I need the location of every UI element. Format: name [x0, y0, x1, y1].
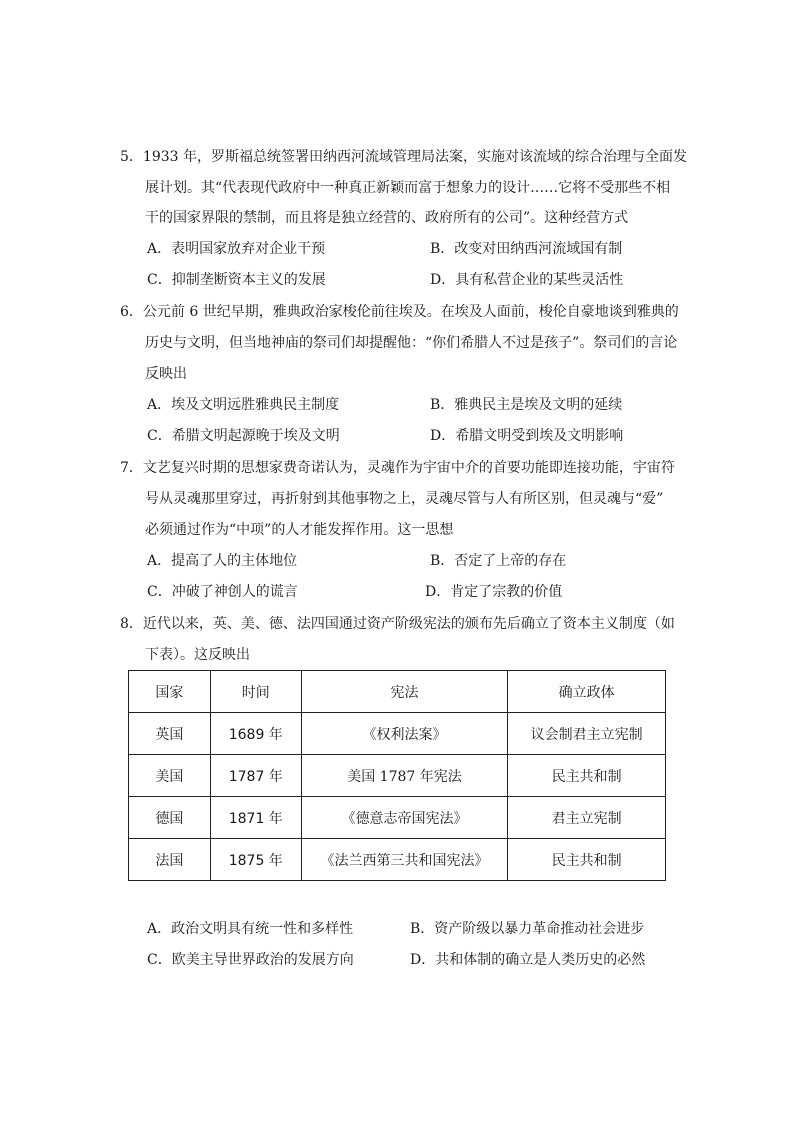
question-6-option-b: B．雅典民主是埃及文明的延续 — [430, 397, 623, 413]
header-constitution: 宪法 — [301, 671, 508, 713]
question-6-stem-line-3: 反映出 — [145, 366, 187, 382]
cell-time: 1875 年 — [210, 839, 301, 881]
question-8-option-a: A．政治文明具有统一性和多样性 — [147, 921, 354, 937]
cell-country: 美国 — [129, 755, 211, 797]
question-7-option-b: B．否定了上帝的存在 — [430, 553, 567, 569]
question-7-option-d: D．肯定了宗教的价值 — [425, 584, 563, 600]
table-row — [129, 755, 666, 797]
cell-constitution: 《德意志帝国宪法》 — [301, 797, 508, 839]
question-5-stem-line-1: 5．1933 年，罗斯福总统签署田纳西河流域管理局法案，实施对该流域的综合治理与全面发 — [120, 149, 687, 165]
table-row — [129, 797, 666, 839]
header-regime: 确立政体 — [508, 671, 666, 713]
cell-time: 1787 年 — [210, 755, 301, 797]
question-5-stem-line-2: 展计划。其“代表现代政府中一种真正新颖而富于想象力的设计……它将不受那些不相 — [145, 180, 671, 196]
cell-regime: 民主共和制 — [508, 839, 666, 881]
cell-constitution: 《法兰西第三共和国宪法》 — [301, 839, 508, 881]
table-row — [129, 839, 666, 881]
question-8-option-c: C．欧美主导世界政治的发展方向 — [147, 952, 354, 968]
table-row — [129, 713, 666, 755]
question-5-stem-line-3: 干的国家界限的禁制，而且将是独立经营的、政府所有的公司”。这种经营方式 — [145, 210, 629, 226]
cell-constitution: 美国 1787 年宪法 — [301, 755, 508, 797]
table-header-row — [129, 671, 666, 713]
question-7-stem-line-1: 7．文艺复兴时期的思想家费奇诺认为，灵魂作为宇宙中介的首要功能即连接功能，宇宙符 — [120, 460, 675, 476]
question-7-option-c: C．冲破了神创人的谎言 — [147, 584, 298, 600]
question-8-stem-line-1: 8．近代以来，英、美、德、法四国通过资产阶级宪法的颁布先后确立了资本主义制度（如 — [120, 616, 675, 632]
cell-country: 英国 — [129, 713, 211, 755]
question-6-stem-line-1: 6．公元前 6 世纪早期，雅典政治家梭伦前往埃及。在埃及人面前，梭伦自豪地谈到雅典的 — [120, 304, 679, 320]
question-5-option-d: D．具有私营企业的某些灵活性 — [430, 272, 624, 288]
cell-regime: 议会制君主立宪制 — [508, 713, 666, 755]
question-6-option-c: C．希腊文明起源晚于埃及文明 — [147, 428, 340, 444]
question-8-stem-line-2: 下表）。这反映出 — [145, 647, 250, 663]
cell-time: 1689 年 — [210, 713, 301, 755]
cell-country: 德国 — [129, 797, 211, 839]
question-8-option-b: B．资产阶级以暴力革命推动社会进步 — [410, 921, 645, 937]
question-6-stem-line-2: 历史与文明，但当地神庙的祭司们却提醒他：“你们希腊人不过是孩子”。祭司们的言论 — [145, 335, 678, 351]
question-5-option-a: A．表明国家放弃对企业干预 — [147, 241, 326, 257]
header-country: 国家 — [129, 671, 211, 713]
question-6-option-a: A．埃及文明远胜雅典民主制度 — [147, 397, 340, 413]
question-8-option-d: D．共和体制的确立是人类历史的必然 — [410, 952, 646, 968]
cell-regime: 君主立宪制 — [508, 797, 666, 839]
constitution-table — [128, 670, 666, 881]
cell-constitution: 《权利法案》 — [301, 713, 508, 755]
question-5-option-c: C．抑制垄断资本主义的发展 — [147, 272, 326, 288]
question-7-stem-line-2: 号从灵魂那里穿过，再折射到其他事物之上，灵魂尽管与人有所区别，但灵魂与“爱” — [145, 491, 664, 507]
cell-regime: 民主共和制 — [508, 755, 666, 797]
question-7-option-a: A．提高了人的主体地位 — [147, 553, 298, 569]
question-7-stem-line-3: 必须通过作为“中项”的人才能发挥作用。这一思想 — [145, 522, 454, 538]
cell-country: 法国 — [129, 839, 211, 881]
question-5-option-b: B．改变对田纳西河流域国有制 — [430, 241, 623, 257]
header-time: 时间 — [210, 671, 301, 713]
cell-time: 1871 年 — [210, 797, 301, 839]
question-6-option-d: D．希腊文明受到埃及文明影响 — [430, 428, 624, 444]
